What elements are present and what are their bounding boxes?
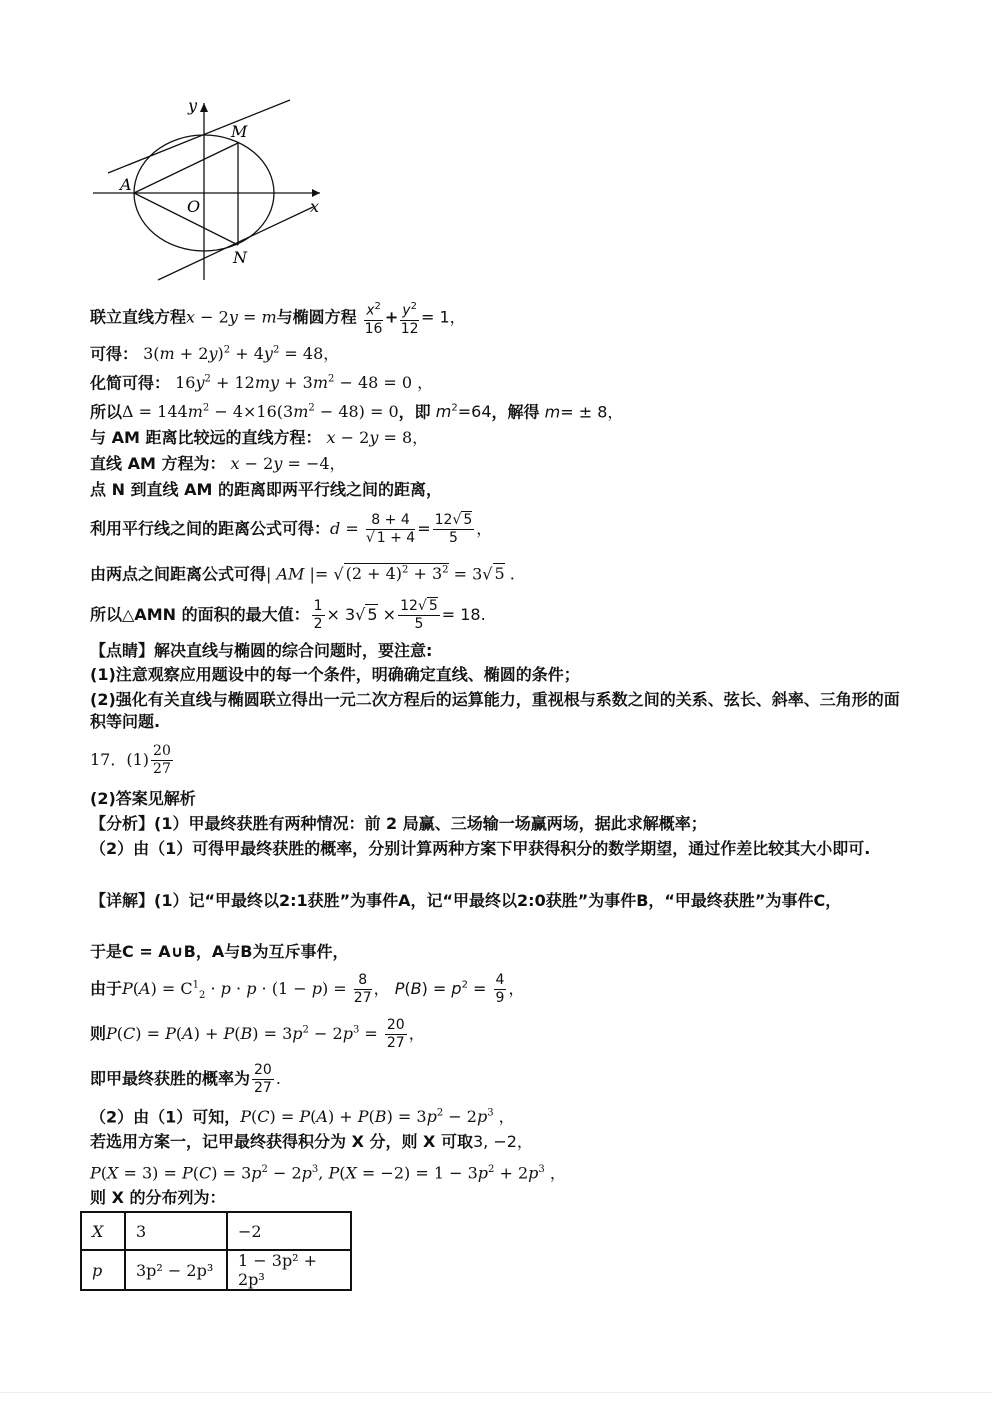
q17-fenbu: 则 X 的分布列为： bbox=[90, 1188, 226, 1207]
table-cell: 3p² − 2p³ bbox=[125, 1250, 227, 1290]
line-am-length: 由两点之间距离公式可得| AM |= √ $(2 + 4)^2 + 3^2 = 3√$ 5 . bbox=[90, 564, 515, 584]
y-axis-arrow bbox=[200, 103, 208, 112]
line-lianli: 联立直线方程x − 2y = m与椭圆方程 $\frac{x^2}{16}$ + $\frac{y^2}{12}$ = 1， bbox=[90, 298, 466, 338]
note-dianjing: 【点睛】解决直线与椭圆的综合问题时，要注意: bbox=[90, 641, 433, 660]
note-1: (1)注意观察应用题设中的每一个条件，明确确定直线、椭圆的条件； bbox=[90, 665, 580, 684]
line-delta: 所以$\Delta = 144m^2 - 4\times 16(3m^2 - 48) = 0$，即 $m^2=64$，解得 m= ± 8， bbox=[90, 402, 624, 422]
q17-fangan1: 若选用方案一，记甲最终获得积分为 X 分，则 X 可取3, −2， bbox=[90, 1132, 533, 1151]
label-x: x bbox=[310, 197, 320, 216]
q17-part2: （2）由（1）可知，$P(C) = P(A) + P(B) = 3p^2 - 2p^3$ ， bbox=[90, 1107, 515, 1127]
table-cell: p bbox=[81, 1250, 125, 1290]
q17-fenxi-2: （2）由（1）可得甲最终获胜的概率，分别计算两种方案下甲获得积分的数学期望，通过作差比较其大小即可. bbox=[90, 839, 871, 858]
table-cell: 1 − 3p² + 2p³ bbox=[227, 1250, 351, 1290]
label-m: M bbox=[231, 122, 248, 141]
ellipse-figure bbox=[88, 95, 328, 285]
line-am: 直线 AM 方程为： x − 2y = −4， bbox=[90, 454, 346, 473]
line-huajian: 化简可得： $16y^2 + 12my + 3m^2 - 48 = 0$ ， bbox=[90, 373, 434, 393]
line-distance-formula: 利用平行线之间的距离公式可得：d = $\frac{8 + 4}{√ 1 + 4}$ = $\frac{12√ 5}{5}$ ， bbox=[90, 512, 493, 546]
note-2: (2)强化有关直线与椭圆联立得出一元二次方程后的运算能力，重视根与系数之间的关系、弦长、斜率、三角形的面积等问题. bbox=[90, 690, 900, 731]
q17-yushi: 于是C = A∪B，A与B为互斥事件， bbox=[90, 942, 349, 961]
distribution-table bbox=[80, 1211, 352, 1291]
table-cell: −2 bbox=[227, 1212, 351, 1250]
label-n: N bbox=[233, 248, 247, 267]
q17-xiangjie: 【详解】(1）记“甲最终以2:1获胜”为事件A，记“甲最终以2:0获胜”为事件B，“甲最终获胜”为事件C， bbox=[90, 891, 842, 910]
label-y: y bbox=[188, 96, 198, 115]
table-cell: X bbox=[81, 1212, 125, 1250]
q17-result: 即甲最终获胜的概率为 $\frac{20}{27}$ . bbox=[90, 1062, 281, 1096]
q17-answer-2: (2)答案见解析 bbox=[90, 789, 196, 808]
q17-px: $P(X = 3) = P(C) = 3p^2 - 2p^3$, $P(X = -2) = 1 - 3p^2 + 2p^3$ ， bbox=[90, 1163, 566, 1183]
line-am bbox=[134, 143, 238, 193]
q17-answer-1: 17．(1) $\frac{20}{27}$ bbox=[90, 743, 171, 777]
line-far-line: 与 AM 距离比较远的直线方程： x − 2y = 8， bbox=[90, 428, 429, 447]
page-bottom-divider bbox=[0, 1392, 992, 1393]
x-axis-arrow bbox=[312, 189, 320, 197]
label-o: O bbox=[187, 197, 201, 216]
line-an bbox=[134, 193, 238, 245]
q17-pc: 则$P(C) = P(A) + P(B) = 3p^2 - 2p^3$ = $\frac{20}{27}$ ， bbox=[90, 1017, 425, 1051]
line-distance-desc: 点 N 到直线 AM 的距离即两平行线之间的距离， bbox=[90, 480, 442, 499]
line-kede: 可得： $3(m + 2y)^2 + 4y^2 = 48$， bbox=[90, 344, 340, 364]
table-row bbox=[81, 1250, 351, 1290]
label-a: A bbox=[120, 175, 132, 194]
line-area-max: 所以△AMN 的面积的最大值： $\frac{1}{2}$ × 3√ 5 × $\frac{12√ 5}{5}$ = 18. bbox=[90, 598, 486, 632]
table-cell: 3 bbox=[125, 1212, 227, 1250]
q17-fenxi-1: 【分析】(1）甲最终获胜有两种情况：前 2 局赢、三场输一场赢两场，据此求解概率； bbox=[90, 814, 707, 833]
q17-pa-pb: 由于$P(A) = C^1_2 \cdot p \cdot p \cdot (1 - p)$ = $\frac{8}{27}$ ， $P(B) = p^2$ = $\frac{4}{9}$ ， bbox=[90, 972, 525, 1006]
table-row bbox=[81, 1212, 351, 1250]
